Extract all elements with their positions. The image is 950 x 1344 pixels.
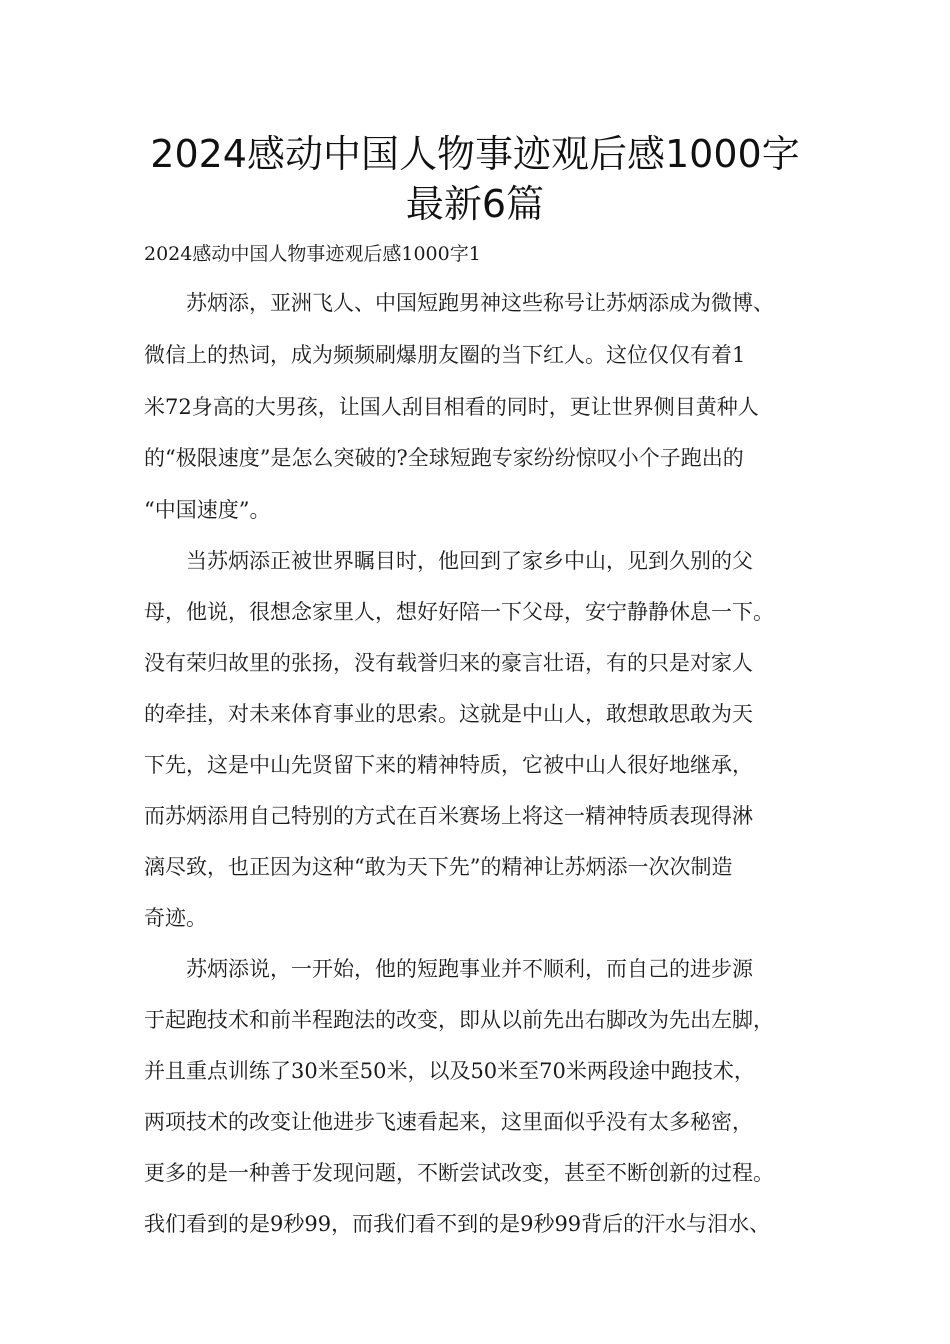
text-line: 当苏炳添正被世界瞩目时，他回到了家乡中山，见到久别的父 xyxy=(144,549,753,573)
text-line: 并且重点训练了30米至50米，以及50米至70米两段途中跑技术， xyxy=(144,1059,755,1083)
text-line: 于起跑技术和前半程跑法的改变，即从以前先出右脚改为先出左脚， xyxy=(144,1008,774,1032)
text-line: 而苏炳添用自己特别的方式在百米赛场上将这一精神特质表现得淋 xyxy=(144,804,753,828)
text-line: 两项技术的改变让他进步飞速看起来，这里面似乎没有太多秘密， xyxy=(144,1110,753,1134)
text-line: 母，他说，很想念家里人，想好好陪一下父母，安宁静静休息一下。 xyxy=(144,600,774,624)
text-line: 苏炳添说，一开始，他的短跑事业并不顺利，而自己的进步源 xyxy=(144,957,753,981)
document-title-line2: 最新6篇 xyxy=(405,182,545,226)
text-line: 下先，这是中山先贤留下来的精神特质，它被中山人很好地继承， xyxy=(144,753,753,777)
text-line: 苏炳添，亚洲飞人、中国短跑男神这些称号让苏炳添成为微博、 xyxy=(144,291,774,315)
text-line: 奇迹。 xyxy=(144,906,207,930)
text-line: 的“极限速度”是怎么突破的?全球短跑专家纷纷惊叹小个子跑出的 xyxy=(144,446,744,470)
text-line: 的牵挂，对未来体育事业的思索。这就是中山人，敢想敢思敢为天 xyxy=(144,702,753,726)
text-line: 我们看到的是9秒99，而我们看不到的是9秒99背后的汗水与泪水、 xyxy=(144,1212,771,1236)
text-line: 漓尽致，也正因为这种“敢为天下先”的精神让苏炳添一次次制造 xyxy=(144,855,733,879)
text-line: “中国速度”。 xyxy=(144,498,271,522)
text-line: 微信上的热词，成为频频刷爆朋友圈的当下红人。这位仅仅有着1 xyxy=(144,343,746,367)
document-title-line1: 2024感动中国人物事迹观后感1000字 xyxy=(150,132,800,176)
text-line: 没有荣归故里的张扬，没有载誉归来的豪言壮语，有的只是对家人 xyxy=(144,651,753,675)
text-line: 米72身高的大男孩，让国人刮目相看的同时，更让世界侧目黄种人 xyxy=(144,395,759,419)
text-line: 更多的是一种善于发现问题，不断尝试改变，甚至不断创新的过程。 xyxy=(144,1161,774,1185)
section-heading: 2024感动中国人物事迹观后感1000字1 xyxy=(144,243,481,265)
